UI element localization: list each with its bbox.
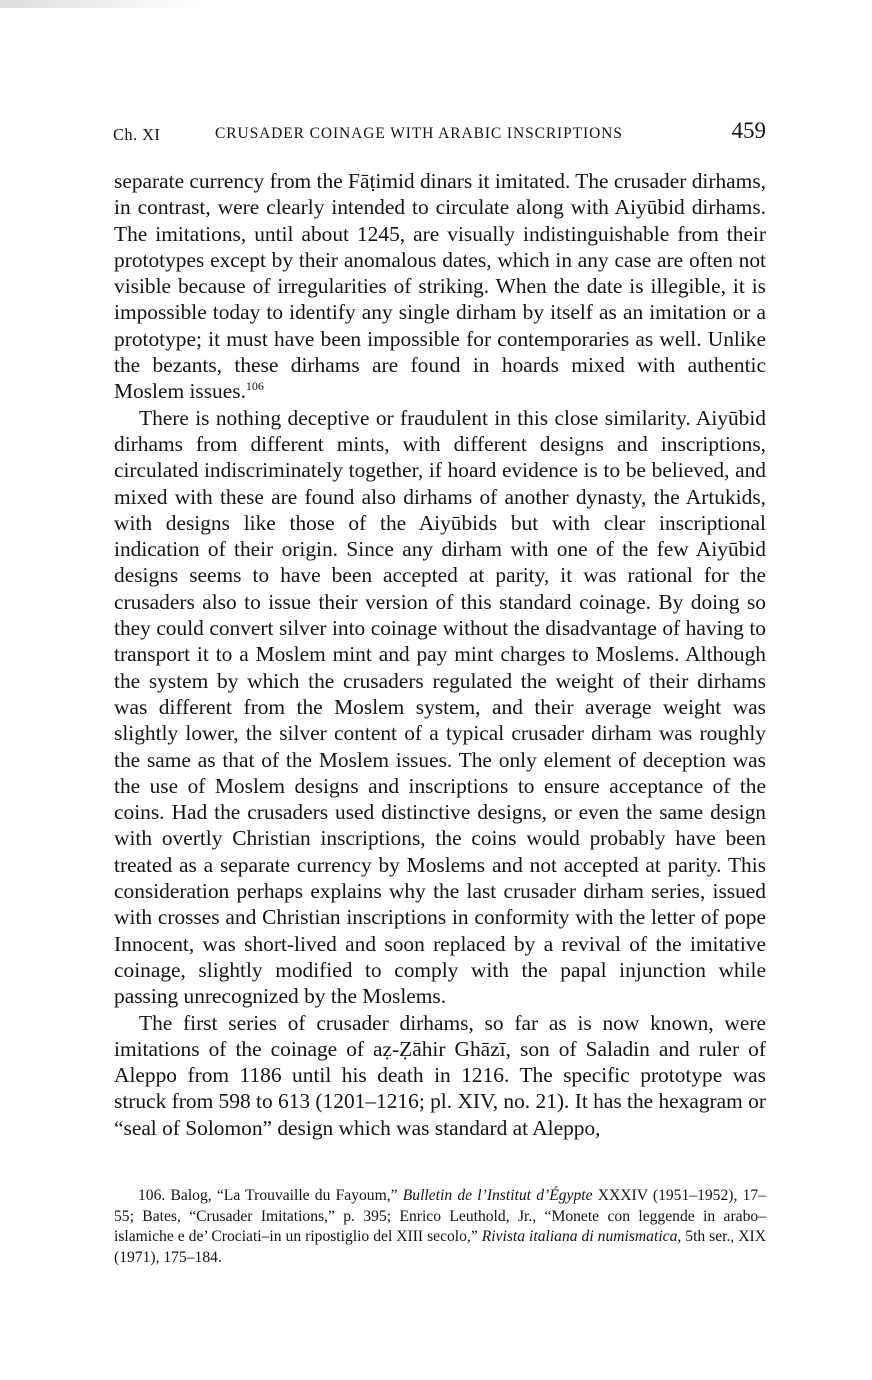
- footnote: [114, 1186, 766, 1268]
- scan-smudge: [0, 0, 200, 8]
- footnote-text-3: 5th ser., XIX (1971), 175–184.: [114, 1228, 767, 1266]
- footnote-journal-title-1: Bulletin de l’Institut d’Égypte: [402, 1187, 593, 1204]
- running-header: [113, 118, 766, 148]
- chapter-label: Ch. XI: [113, 125, 161, 144]
- paragraph-2: There is nothing deceptive or fraudulent in this close similarity. Aiyūbid dirhams from different mints, with different designs and inscriptions, circulated indiscriminately together, if hoard evidence is to be believed, and mixed with these are found also dirhams of another dynasty, the Artukids, with designs like those of the Aiyūbids but with clear inscriptional indication of their origin. Since any dirham with one of the few Aiyūbid designs seems to have been accepted at parity, it was rational for the crusaders also to issue their version of this standard coinage. By doing so they could convert silver into coinage without the disadvantage of having to transport it to a Moslem mint and pay mint charges to Moslems. Although the system by which the crusaders regulated the weight of their dirhams was different from the Moslem system, and their average weight was slightly lower, the silver content of a typical crusader dirham was roughly the same as that of the Moslem issues. The only element of deception was the use of Moslem designs and inscriptions to ensure acceptance of the coins. Had the crusaders used distinctive designs, or even the same design with overtly Christian inscriptions, the coins would probably have been treated as a separate currency by Moslems and not accepted at parity. This consideration perhaps explains why the last crusader dirham series, issued with crosses and Christian inscriptions in conformity with the letter of pope Innocent, was short-lived and soon replaced by a revival of the imitative coinage, slightly modified to comply with the papal injunction while passing unrecognized by the Moslems.: [114, 405, 766, 1009]
- footnote-text-2: XXXIV (1951–1952), 17–55; Bates, “Crusader Imitations,” p. 395; Enrico Leuthold, Jr., “Monete con leggende in arabo–islamiche e de’ Crociati–in un ripostiglio del XIII secolo,”: [114, 1187, 766, 1245]
- footnote-journal-title-2: Rivista italiana di numismatica,: [481, 1228, 682, 1245]
- page-number: 459: [731, 118, 766, 143]
- paragraph-3: The first series of crusader dirhams, so far as is now known, were imitations of the coinage of aẓ-Ẓāhir Ghāzī, son of Saladin and ruler of Aleppo from 1186 until his death in 1216. The specific prototype was struck from 598 to 613 (1201–1216; pl. XIV, no. 21). It has the hexagram or “seal of Solomon” design which was standard at Aleppo,: [114, 1010, 766, 1140]
- footnote-number: 106.: [138, 1187, 166, 1204]
- paragraph-1-text: separate currency from the Fāṭimid dinars it imitated. The crusader dirhams, in contrast, were clearly intended to circulate along with Aiyūbid dirhams. The imitations, until about 1245, are visually indistinguishable from their prototypes except by their anomalous dates, which in any case are often not visible because of irregularities of striking. When the date is illegible, it is impossible today to identify any single dirham by itself as an imitation or a prototype; it must have been impossible for contemporaries as well. Unlike the bezants, these dirhams are found in hoards mixed with authentic Moslem issues.: [114, 169, 766, 404]
- body-text: [114, 168, 766, 1141]
- footnote-reference[interactable]: 106: [245, 379, 264, 394]
- paragraph-1: [114, 168, 766, 405]
- footnote-text-1: Balog, “La Trouvaille du Fayoum,”: [170, 1187, 398, 1204]
- running-title: CRUSADER COINAGE WITH ARABIC INSCRIPTIONS: [215, 125, 623, 142]
